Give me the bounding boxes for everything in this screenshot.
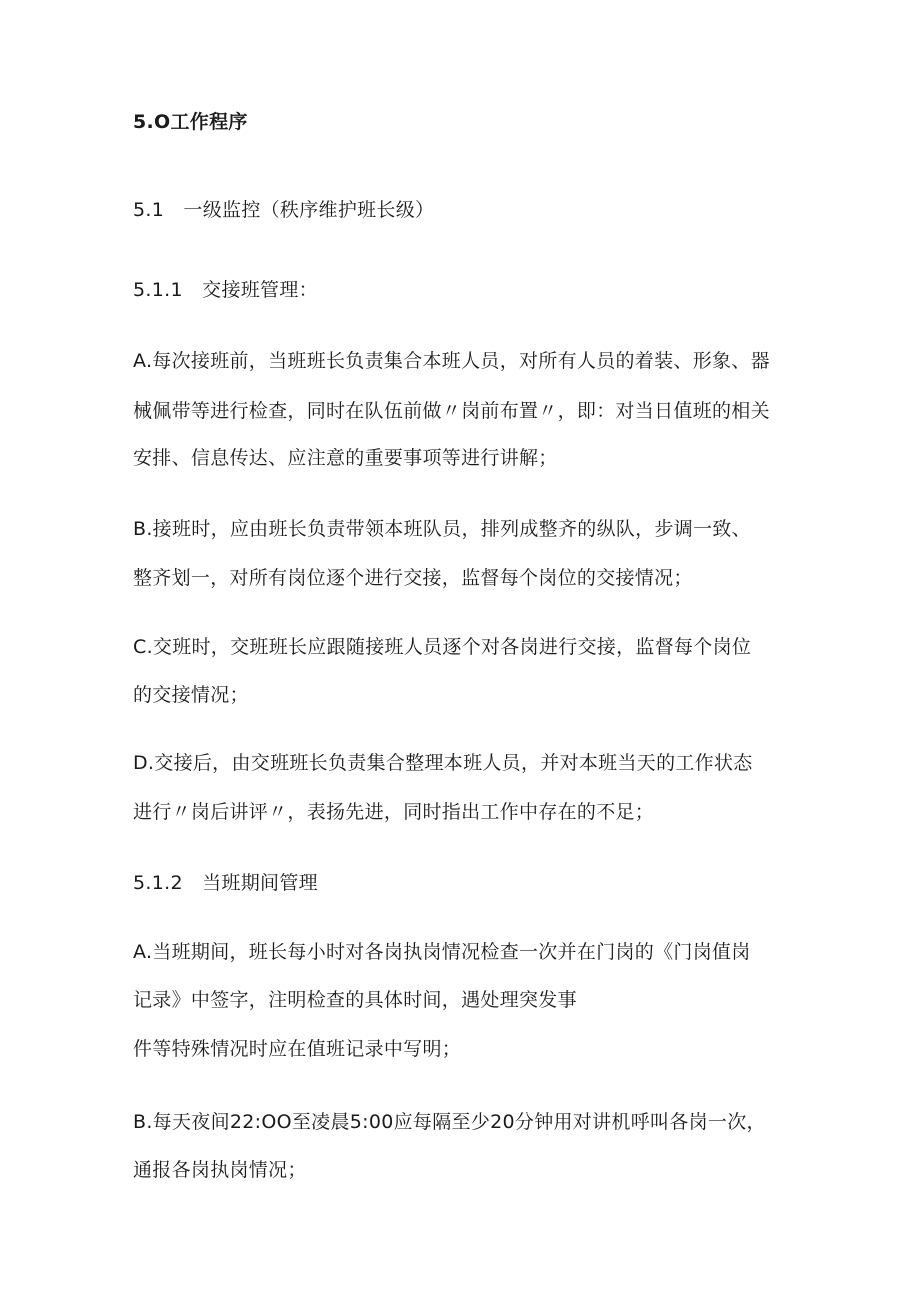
paragraph-line: D.交接后，由交班班长负责集合整理本班人员，并对本班当天的工作状态 bbox=[133, 752, 753, 774]
paragraph-line: 进行〃岗后讲评〃，表扬先进，同时指出工作中存在的不足； bbox=[133, 801, 655, 823]
paragraph-line: A.每次接班前，当班班长负责集合本班人员，对所有人员的着装、形象、器 bbox=[133, 350, 770, 372]
subsection-5-1-1-title: 5.1.1 交接班管理： bbox=[133, 279, 318, 301]
paragraph-line: 件等特殊情况时应在值班记录中写明； bbox=[133, 1038, 462, 1060]
paragraph-line: 械佩带等进行检查，同时在队伍前做〃岗前布置〃，即：对当日值班的相关 bbox=[133, 400, 770, 422]
paragraph-line: 通报各岗执岗情况； bbox=[133, 1159, 307, 1181]
paragraph-line: 记录》中签字，注明检查的具体时间，遇处理突发事 bbox=[133, 989, 577, 1011]
paragraph-line: C.交班时，交班班长应跟随接班人员逐个对各岗进行交接，监督每个岗位 bbox=[133, 636, 752, 658]
section-heading: 5.O工作程序 bbox=[133, 111, 248, 133]
subsection-5-1-2-title: 5.1.2 当班期间管理 bbox=[133, 872, 318, 894]
subsection-5-1-title: 5.1 一级监控（秩序维护班长级） bbox=[133, 199, 435, 221]
paragraph-line: 的交接情况； bbox=[133, 684, 249, 706]
paragraph-line: 安排、信息传达、应注意的重要事项等进行讲解； bbox=[133, 447, 558, 469]
paragraph-line: A.当班期间，班长每小时对各岗执岗情况检查一次并在门岗的《门岗值岗 bbox=[133, 941, 751, 963]
paragraph-line: B.接班时，应由班长负责带领本班队员，排列成整齐的纵队，步调一致、 bbox=[133, 518, 751, 540]
paragraph-line: B.每天夜间22:OO至凌晨5:00应每隔至少20分钟用对讲机呼叫各岗一次， bbox=[133, 1111, 766, 1133]
paragraph-line: 整齐划一，对所有岗位逐个进行交接，监督每个岗位的交接情况； bbox=[133, 567, 693, 589]
